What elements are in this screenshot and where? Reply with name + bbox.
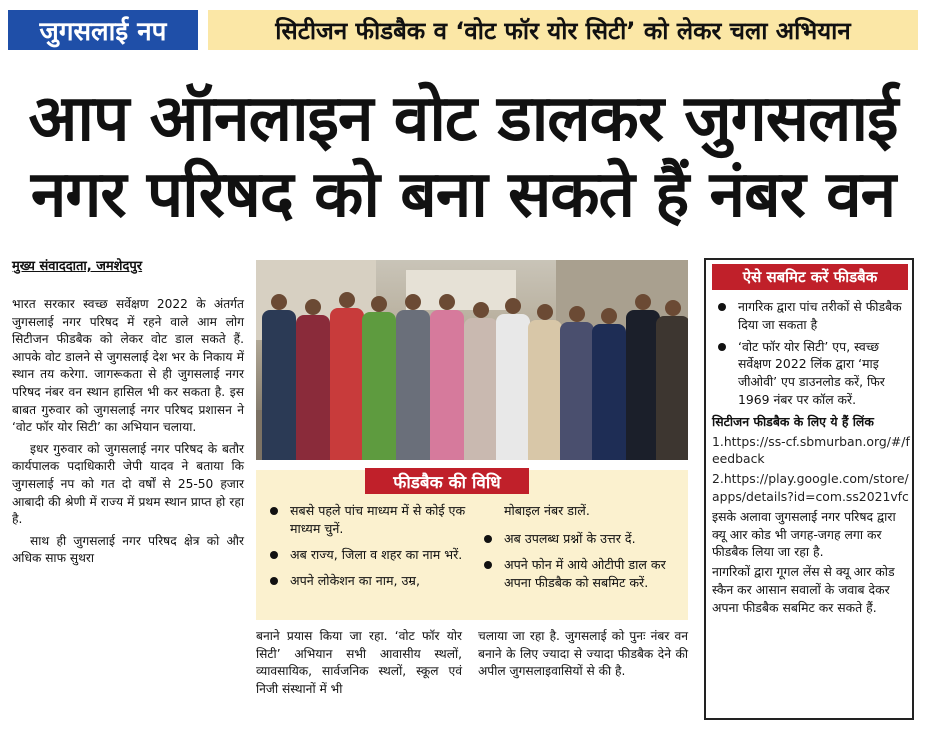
byline: मुख्य संवाददाता, जमशेदपुर [12,259,143,274]
link-feedback[interactable]: 1.https://ss-cf.sbmurban.org/#/feedback [712,433,910,467]
method-step: अपने लोकेशन का नाम, उम्र, [264,572,470,590]
bullet-icon [270,507,278,515]
left-para-3: साथ ही जुगसलाई नगर परिषद क्षेत्र को और अधिक साफ सुथरा [12,533,244,566]
side-bullet: ‘वोट फॉर योर सिटी’ एप, स्वच्छ सर्वेक्षण 2022 लिंक द्वारा ‘माइ जीओवी’ एप डाउनलोड करें, फिर 1969 नंबर पर कॉल करें. [712,338,910,409]
method-step-continuation: मोबाइल नंबर डालें. [504,503,590,518]
method-step: सबसे पहले पांच माध्यम में से कोई एक माध्यम चुनें. [264,502,470,538]
bullet-icon [718,303,726,311]
method-list-left [264,502,470,598]
side-title: ऐसे सबमिट करें फीडबैक [712,264,908,290]
headline-line-2: नगर परिषद को बना सकते हैं नंबर वन [30,158,896,232]
left-para-1: भारत सरकार स्वच्छ सर्वेक्षण 2022 के अंतर्गत जुगसलाई नगर परिषद में रहने वाले आम लोग सिटीजन फीडबैक को लेकर वोट डाल सकते हैं. आपके वोट डालने से जुगसलाई देश भर के निकाय में स्थान तय करेगा. जागरूकता से ही जुगसलाई नगर परिषद नंबर वन स्थान हासिल भी कर सकता है. इस बाबत गुरुवार को जुगसलाई नगर परिषद प्रशासन ने ‘वोट फॉर योर सिटी’ का अभियान चलाया. [12,297,244,435]
bullet-icon [270,577,278,585]
left-column [12,296,244,568]
method-step: अब राज्य, जिला व शहर का नाम भरें. [264,546,470,564]
side-para-2: नागरिकों द्वारा गूगल लेंस से क्यू आर कोड स्कैन कर आसान सवालों के जवाब देकर अपना फीडबैक सबमिट कर सकते हैं. [712,564,895,615]
bullet-icon [270,551,278,559]
links-heading: सिटीजन फीडबैक के लिए ये हैं लिंक [712,413,874,429]
left-para-2: इधर गुरुवार को जुगसलाई नगर परिषद के बतौर कार्यपालक पदाधिकारी जेपी यादव ने बताया कि जुगसलाई नप को गत दो वर्षों से 25-50 हजार आबादी की श्रेणी में राज्य में प्रथम स्थान प्राप्त हो रहा है. [12,441,244,527]
bullet-icon [718,343,726,351]
headline-line-1: आप ऑनलाइन वोट डालकर जुगसलाई [28,82,898,156]
link-play-store[interactable]: 2.https://play.google.com/store/apps/details?id=com.ss2021vfc [712,471,909,504]
middle-column-1: बनाने प्रयास किया जा रहा. ‘वोट फॉर योर सिटी’ अभियान सभी आवासीय स्थलों, व्यावसायिक, सार्वजनिक स्थलों, स्कूल एवं निजी संस्थानों में भी [256,629,462,696]
method-step: अब उपलब्ध प्रश्नों के उत्तर दें. [478,530,682,548]
bullet-icon [484,535,492,543]
middle-column-2: चलाया जा रहा है. जुगसलाई को पुनः नंबर वन बनाने के लिए ज्यादा से ज्यादा फीडबैक देने की अपील जुगसलाइवासियों से की है. [478,629,688,679]
bullet-icon [484,561,492,569]
side-content [712,298,910,617]
side-bullet: नागरिक द्वारा पांच तरीकों से फीडबैक दिया जा सकता है [712,298,910,334]
method-list-right [478,502,682,600]
kicker-headline: सिटीजन फीडबैक व ‘वोट फॉर योर सिटी’ को लेकर चला अभियान [208,10,918,50]
news-photo [256,260,688,460]
method-title: फीडबैक की विधि [365,468,529,494]
side-para-1: इसके अलावा जुगसलाई नगर परिषद द्वारा क्यू आर कोड भी जगह-जगह लगा कर फीडबैक लिया जा रहा है. [712,508,896,560]
section-tag: जुगसलाई नप [8,10,198,50]
method-step: अपने फोन में आये ओटीपी डाल कर अपना फीडबैक को सबमिट करें. [478,556,682,592]
